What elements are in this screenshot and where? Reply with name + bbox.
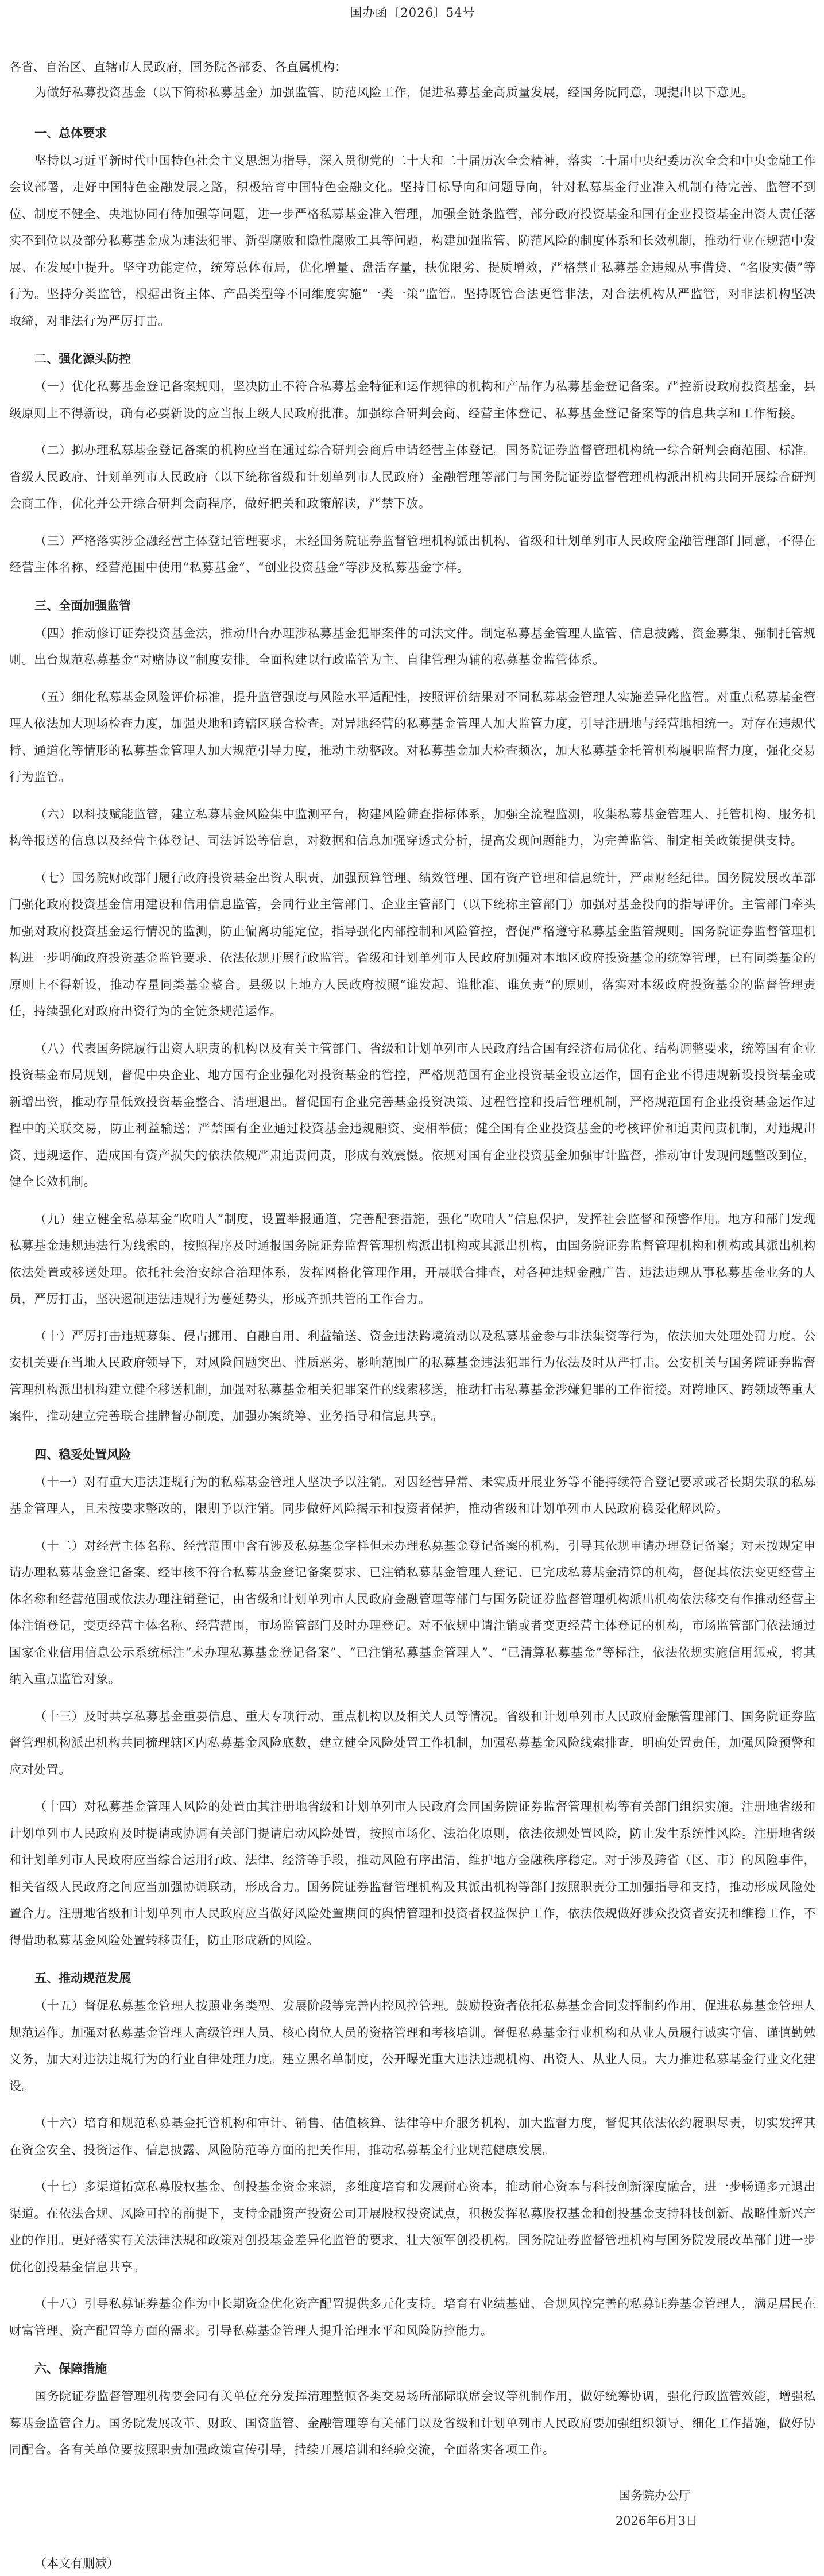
section-heading: 五、推动规范发展: [34, 1971, 131, 1985]
section-heading: 二、强化源头防控: [34, 352, 131, 366]
section-heading: 四、稳妥处置风险: [34, 1447, 131, 1461]
section-paragraph: （十八）引导私募证券基金作为中长期资金优化资产配置提供多元化支持。培育有业绩基础、合规风控完善的私募证券基金管理人，满足居民在财富管理、资产配置等方面的需求。引导私募基金管理人提升治理水平和风险防控能力。: [9, 2297, 816, 2338]
section-paragraph: （十一）对有重大违法违规行为的私募基金管理人坚决予以注销。对因经营异常、未实质开展业务等不能持续符合登记要求或者长期失联的私募基金管理人，且未按要求整改的，限期予以注销。同步做好风险揭示和投资者保护，推动省级和计划单列市人民政府稳妥化解风险。: [9, 1475, 816, 1515]
section-paragraph: 坚持以习近平新时代中国特色社会主义思想为指导，深入贯彻党的二十大和二十届历次全会精神，落实二十届中央纪委历次全会和中央金融工作会议部署，走好中国特色金融发展之路，积极培育中国特色金融文化。坚持目标导向和问题导向，针对私募基金行业准入机制有待完善、监管不到位、制度不健全、央地协同有待加强等问题，进一步严格私募基金准入管理，加强全链条监管，部分政府投资基金和国有企业投资基金出资人责任落实不到位以及部分私募基金成为违法犯罪、新型腐败和隐性腐败工具等问题，构建加强监管、防范风险的制度体系和长效机制，推动行业在规范中发展、在发展中提升。坚守功能定位，统筹总体布局，优化增量、盘活存量，扶优限劣、提质增效，严格禁止私募基金违规从事借贷、“名股实债”等行为。坚持分类监管，根据出资主体、产品类型等不同维度实施“一类一策”监管。坚持既管合法更管非法，对合法机构从严监管，对非法机构坚决取缔，对非法行为严厉打击。: [9, 153, 816, 328]
section-paragraph: （八）代表国务院履行出资人职责的机构以及有关主管部门、省级和计划单列市人民政府结合国有经济布局优化、结构调整要求，统筹国有企业投资基金布局规划，督促中央企业、地方国有企业强化对投资基金的管控，严格规范国有企业投资基金设立运作，国有企业不得违规新设投资基金或新增出资，推动存量低效投资基金整合、清理退出。督促国有企业完善基金投资决策、过程管控和投后管理机制，严格规范国有企业投资基金运作过程中的关联交易，防止利益输送；严禁国有企业通过投资基金违规融资、变相举债；健全国有企业投资基金的考核评价和追责问责机制，对违规出资、违规运作、造成国有资产损失的依法依规严肃追责问责，形成有效震慑。依规对国有企业投资基金加强审计监督，推动审计发现问题整改到位，健全长效机制。: [9, 1041, 816, 1189]
section-paragraph: （十六）培育和规范私募基金托管机构和审计、销售、估值核算、法律等中介服务机构，加大监督力度，督促其依法依约履职尽责，切实发挥其在资金安全、投资运作、信息披露、风险防范等方面的把关作用，推动私募基金行业规范健康发展。: [9, 2116, 816, 2157]
section-paragraph: （一）优化私募基金登记备案规则，坚决防止不符合私募基金特征和运作规律的机构和产品作为私募基金登记备案。严控新设政府投资基金，县级原则上不得新设，确有必要新设的应当报上级人民政府批准。加强综合研判会商、经营主体登记、私募基金登记备案等的信息共享和工作衔接。: [9, 380, 816, 420]
issuer-signature: 国务院办公厅: [618, 2488, 691, 2502]
section-paragraph: （十三）及时共享私募基金重要信息、重大专项行动、重点机构以及相关人员等情况。省级和计划单列市人民政府金融管理部门、国务院证券监督管理机构派出机构共同梳理辖区内私募基金风险底数，建立健全风险处置工作机制，加强私募基金风险线索排查，明确处置责任，加强风险预警和应对处置。: [9, 1709, 816, 1777]
section-paragraph: （九）建立健全私募基金“吹哨人”制度，设置举报通道，完善配套措施，强化“吹哨人”信息保护，发挥社会监督和预警作用。地方和部门发现私募基金违规违法行为线索的，按照程序及时通报国务院证券监督管理机构派出机构或其派出机构，由国务院证券监督管理机构和机构或其派出机构依法处置或移送处理。依托社会治安综合治理体系，发挥网格化管理作用，开展联合排查，对各种违规金融广告、违法违规从事私募基金业务的人员，严厉打击，坚决遏制违法违规行为蔓延势头，形成齐抓共管的工作合力。: [9, 1212, 816, 1306]
section-paragraph: （四）推动修订证券投资基金法，推动出台办理涉私募基金犯罪案件的司法文件。制定私募基金管理人监管、信息披露、资金募集、强制托管规则。出台规范私募基金“对赌协议”制度安排。全面构建以行政监管为主、自律管理为辅的私募基金监管体系。: [9, 626, 816, 667]
issue-date: 2026年6月3日: [615, 2513, 698, 2528]
section-heading: 一、总体要求: [34, 126, 107, 140]
section-paragraph: （二）拟办理私募基金登记备案的机构应当在通过综合研判会商后申请经营主体登记。国务院证券监督管理机构统一综合研判会商范围、标准。省级人民政府、计划单列市人民政府（以下统称省级和计划单列市人民政府）金融管理等部门与国务院证券监督管理机构派出机构共同开展综合研判会商工作，优化并公开综合研判会商程序，做好把关和政策解读，严禁下放。: [9, 443, 816, 510]
section-paragraph: （十四）对私募基金管理人风险的处置由其注册地省级和计划单列市人民政府会同国务院证券监督管理机构等有关部门组织实施。注册地省级和计划单列市人民政府及时提请或协调有关部门提请启动风险处置，按照市场化、法治化原则，依法依规处置风险，防止发生系统性风险。注册地省级和计划单列市人民政府应当综合运用行政、法律、经济等手段，推动风险有序出清，维护地方金融秩序稳定。对于涉及跨省（区、市）的风险事件，相关省级人民政府之间应当加强协调联动，形成合力。国务院证券监督管理机构及其派出机构等部门按照职责分工加强指导和支持，推动形成风险处置合力。注册地省级和计划单列市人民政府应当做好风险处置期间的舆情管理和投资者权益保护工作，依法依规做好涉众投资者安抚和维稳工作，不得借助私募基金风险处置转移责任，防止形成新的风险。: [9, 1800, 816, 1947]
document-number: 国办函〔2026〕54号: [350, 6, 475, 20]
section-heading: 三、全面加强监管: [34, 598, 131, 613]
section-paragraph: （十）严厉打击违规募集、侵占挪用、自融自用、利益输送、资金违法跨境流动以及私募基金参与非法集资等行为，依法加大处理处罚力度。公安机关要在当地人民政府领导下，对风险问题突出、性质恶劣、影响范围广的私募基金违法犯罪行为依法及时从严打击。公安机关与国务院证券监督管理机构派出机构建立健全移送机制，加强对私募基金相关犯罪案件的线索移送，推动打击私募基金涉嫌犯罪的工作衔接。对跨地区、跨领域等重大案件，推动建立完善联合挂牌督办制度，加强办案统筹、业务指导和信息共享。: [9, 1329, 816, 1423]
section-paragraph: 国务院证券监督管理机构要会同有关单位充分发挥清理整顿各类交易场所部际联席会议等机制作用，做好统筹协调，强化行政监管效能，增强私募基金监管合力。国务院发展改革、财政、国资监管、金融管理等有关部门以及省级和计划单列市人民政府要加强组织领导、细化工作措施，做好协同配合。各有关单位要按照职责加强政策宣传引导，持续开展培训和经验交流，全面落实各项工作。: [9, 2389, 816, 2457]
salutation: 各省、自治区、直辖市人民政府，国务院各部委、各直属机构：: [9, 60, 347, 74]
section-paragraph: （十七）多渠道拓宽私募股权基金、创投基金资金来源，多维度培育和发展耐心资本，推动耐心资本与科技创新深度融合，进一步畅通多元退出渠道。在依法合规、风险可控的前提下，支持金融资产投资公司开展股权投资试点，积极发挥私募股权基金和创投基金支持科技创新、战略性新兴产业的作用。更好落实有关法律法规和政策对创投基金差异化监管的要求，壮大领军创投机构。国务院证券监督管理机构与国务院发展改革部门进一步优化创投基金信息共享。: [9, 2180, 816, 2274]
section-paragraph: （十五）督促私募基金管理人按照业务类型、发展阶段等完善内控风控管理。鼓励投资者依托私募基金合同发挥制约作用，促进私募基金管理人规范运作。加强对私募基金管理人高级管理人员、核心岗位人员的资格管理和考核培训。督促私募基金行业机构和从业人员履行诚实守信、谨慎勤勉义务，加大对违法违规行为的行业自律处理力度。建立黑名单制度，公开曝光重大违法违规机构、出资人、从业人员。大力推进私募基金行业文化建设。: [9, 1999, 816, 2093]
section-paragraph: （五）细化私募基金风险评价标准，提升监管强度与风险水平适配性，按照评价结果对不同私募基金管理人实施差异化监管。对重点私募基金管理人依法加大现场检查力度，加强央地和跨辖区联合检查。对异地经营的私募基金管理人加大监管力度，引导注册地与经营地相统一。对存在违规代持、通道化等情形的私募基金管理人加大规范引导力度，推动主动整改。对私募基金加大检查频次，加大私募基金托管机构履职监督力度，强化交易行为监管。: [9, 690, 816, 784]
section-paragraph: （十二）对经营主体名称、经营范围中含有涉及私募基金字样但未办理私募基金登记备案的机构，引导其依规申请办理登记备案；对未按规定申请办理私募基金登记备案、经审核不符合私募基金登记备案要求、已注销私募基金管理人登记、已完成私募基金清算的机构，督促其依法变更经营主体名称和经营范围或依法办理注销登记，由省级和计划单列市人民政府金融管理等部门与国务院证券监督管理机构派出机构依法移交有作推动经营主体注销登记，变更经营主体名称、经营范围，市场监管部门及时办理登记。对不依规申请注销或者变更经营主体登记的机构，市场监管部门依法通过国家企业信用信息公示系统标注“未办理私募基金登记备案”、“已注销私募基金管理人”、“已清算私募基金”等标注，依法依规实施信用惩戒，将其纳入重点监管对象。: [9, 1538, 816, 1686]
intro-paragraph: 为做好私募投资基金（以下简称私募基金）加强监管、防范风险工作，促进私募基金高质量发展，经国务院同意，现提出以下意见。: [34, 86, 754, 99]
section-heading: 六、保障措施: [34, 2362, 107, 2376]
document-body: [9, 119, 816, 2463]
section-paragraph: （七）国务院财政部门履行政府投资基金出资人职责，加强预算管理、绩效管理、国有资产管理和信息统计，严肃财经纪律。国务院发展改革部门强化政府投资基金信用建设和信用信息监管，会同行业主管部门、企业主管部门（以下统称主管部门）加强对基金投向的指导评价。主管部门牵头加强对政府投资基金运行情况的监测，防止偏离功能定位，指导强化内部控制和风险管控，督促严格遵守私募基金监管规则。国务院证券监督管理机构进一步明确政府投资基金监管要求，依法依规开展行政监管。省级和计划单列市人民政府加强对本地区政府投资基金的统筹管理，已有同类基金的原则上不得新设，推动存量同类基金整合。县级以上地方人民政府按照“谁发起、谁批准、谁负责”的原则，落实对本级政府投资基金的监督管理责任，持续强化对政府出资行为的全链条规范运作。: [9, 871, 816, 1018]
footnote: （本文有删减）: [34, 2556, 119, 2570]
section-paragraph: （三）严格落实涉金融经营主体登记管理要求，未经国务院证券监督管理机构派出机构、省级和计划单列市人民政府金融管理部门同意，不得在经营主体名称、经营范围中使用“私募基金”、“创业投资基金”等涉及私募基金字样。: [9, 533, 816, 574]
section-paragraph: （六）以科技赋能监管，建立私募基金风险集中监测平台，构建风险筛查指标体系，加强全流程监测，收集私募基金管理人、托管机构、服务机构等报送的信息以及经营主体登记、司法诉讼等信息，对数据和信息加强穿透式分析，提高发现问题能力，为完善监管、制定相关政策提供支持。: [9, 807, 816, 848]
